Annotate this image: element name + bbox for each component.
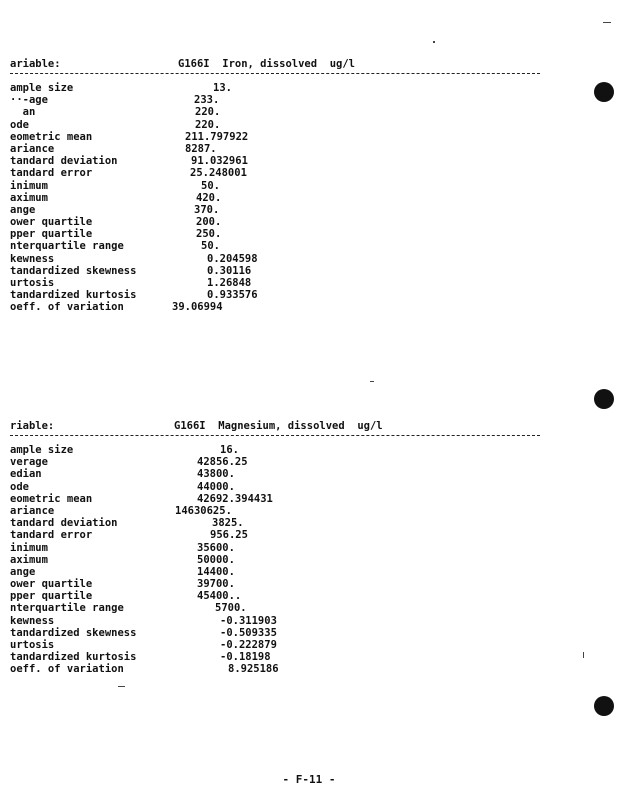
- stat-label: aximum: [10, 191, 48, 204]
- stat-label: ode: [10, 118, 29, 131]
- scan-speck: [370, 381, 374, 382]
- stat-value: 42692.394431: [197, 492, 273, 505]
- stat-value: 420.: [196, 191, 222, 204]
- scan-speck: [433, 41, 435, 43]
- stat-label: pper quartile: [10, 228, 93, 241]
- stat-label: ariance: [10, 142, 55, 155]
- stat-label: ample size: [10, 444, 74, 456]
- stat-label: inimum: [10, 541, 48, 554]
- stat-value: -0.18198: [220, 651, 271, 664]
- stat-value: 45400..: [197, 590, 242, 603]
- stat-value: 220.: [195, 118, 221, 131]
- stat-label: verage: [10, 456, 48, 469]
- stat-label: ower quartile: [10, 578, 93, 591]
- stat-label: tandard error: [10, 529, 93, 542]
- variable-name: G166I Iron, dissolved ug/l: [178, 58, 356, 70]
- variable-name: G166I Magnesium, dissolved ug/l: [174, 420, 383, 432]
- variable-label: ariable:: [10, 58, 61, 70]
- stat-label: ange: [10, 203, 36, 216]
- stat-value: 5700.: [215, 602, 247, 615]
- stat-label: ower quartile: [10, 216, 93, 229]
- stat-value: 39700.: [197, 578, 235, 591]
- stat-value: 8287.: [185, 142, 217, 155]
- stat-value: 956.25: [210, 529, 248, 542]
- stat-label: ariance: [10, 504, 55, 517]
- binder-hole: [594, 389, 614, 409]
- stat-label: urtosis: [10, 639, 55, 651]
- stat-value: 39.06994: [172, 301, 223, 314]
- stat-value: 233.: [194, 94, 220, 107]
- stats-block-magnesium: [10, 420, 540, 676]
- binder-hole: [594, 696, 614, 716]
- scan-speck: [583, 652, 584, 658]
- stat-value: -0.222879: [220, 639, 277, 651]
- stat-value: 0.204598: [207, 252, 258, 265]
- stat-label: ample size: [10, 82, 74, 94]
- stat-value: 1.26848: [207, 277, 252, 289]
- dashed-rule: [10, 435, 540, 436]
- stat-value: 13.: [213, 82, 232, 94]
- variable-header: [10, 420, 540, 433]
- dashed-rule: [10, 73, 540, 74]
- stat-value: -0.509335: [220, 626, 277, 639]
- stat-value: 16.: [220, 444, 239, 456]
- stat-label: aximum: [10, 553, 48, 566]
- stat-value: 35600.: [197, 541, 235, 554]
- stat-label: inimum: [10, 179, 48, 192]
- stat-label: tandard error: [10, 167, 93, 180]
- stat-label: kewness: [10, 252, 55, 265]
- stat-value: 25.248001: [190, 167, 247, 180]
- stat-label: tandardized skewness: [10, 626, 137, 639]
- stats-block-iron: [10, 58, 540, 314]
- variable-label: riable:: [10, 420, 55, 432]
- stat-label: tandardized kurtosis: [10, 651, 137, 664]
- stat-value: 14400.: [197, 565, 235, 578]
- stat-label: nterquartile range: [10, 240, 124, 253]
- stat-value: 50.: [201, 240, 220, 253]
- stat-value: 220.: [195, 106, 221, 119]
- stat-value: 50.: [201, 179, 220, 192]
- stat-label: ange: [10, 565, 36, 578]
- stat-value: 42856.25: [197, 456, 248, 469]
- page-footer: - F-11 -: [282, 773, 336, 786]
- stat-label: edian: [10, 468, 42, 481]
- stat-value: 43800.: [197, 468, 235, 481]
- stat-label: eometric mean: [10, 130, 93, 143]
- stat-label: eometric mean: [10, 492, 93, 505]
- stat-label: pper quartile: [10, 590, 93, 603]
- stat-value: 211.797922: [185, 130, 249, 143]
- stat-value: 200.: [196, 216, 222, 229]
- scan-speck: [603, 22, 611, 23]
- stat-label: urtosis: [10, 277, 55, 289]
- stat-label: tandard deviation: [10, 517, 118, 530]
- stat-value: -0.311903: [220, 614, 277, 627]
- scan-speck: [118, 686, 125, 687]
- stat-value: 3825.: [212, 517, 244, 530]
- stat-value: 370.: [194, 203, 220, 216]
- stat-label: oeff. of variation: [10, 663, 124, 676]
- stat-value: 0.30116: [207, 264, 252, 277]
- stat-value: 50000.: [197, 553, 235, 566]
- stat-value: 0.933576: [207, 289, 258, 302]
- stat-label: tandardized kurtosis: [10, 289, 137, 302]
- stat-label: ode: [10, 480, 29, 493]
- stat-label: nterquartile range: [10, 602, 124, 615]
- stat-label: kewness: [10, 614, 55, 627]
- stat-value: 250.: [196, 228, 222, 241]
- stat-label: tandardized skewness: [10, 264, 137, 277]
- stat-value: 91.032961: [191, 155, 248, 168]
- stat-label: ··-age: [10, 94, 48, 107]
- binder-hole: [594, 82, 614, 102]
- variable-header: [10, 58, 540, 71]
- stat-label: oeff. of variation: [10, 301, 124, 314]
- stat-value: 44000.: [197, 480, 235, 493]
- stat-label: an: [10, 106, 36, 119]
- stat-value: 8.925186: [228, 663, 279, 676]
- stat-label: tandard deviation: [10, 155, 118, 168]
- stat-value: 14630625.: [175, 504, 232, 517]
